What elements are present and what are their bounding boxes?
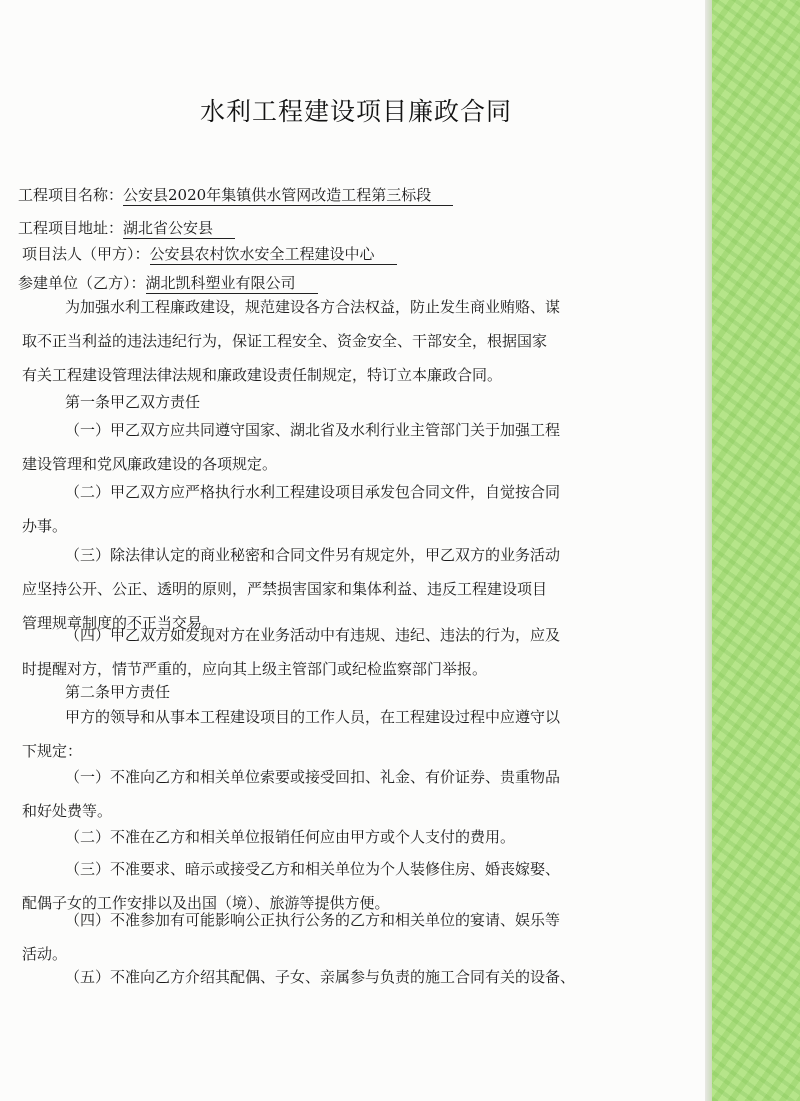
text-line: 时提醒对方，情节严重的，应向其上级主管部门或纪检监察部门举报。 — [22, 660, 488, 678]
article-2-intro — [22, 700, 592, 768]
text-line: （三）不准要求、暗示或接受乙方和相关单位为个人装修住房、婚丧嫁娶、 — [65, 860, 561, 878]
text-line: 第二条甲方责任 — [65, 683, 171, 701]
field-project-address — [18, 217, 235, 239]
field-party-a — [22, 243, 397, 265]
text-line: 办事。 — [22, 517, 68, 535]
text-line: （三）除法律认定的商业秘密和合同文件另有规定外，甲乙双方的业务活动 — [65, 546, 561, 564]
document-title: 水利工程建设项目廉政合同 — [199, 97, 512, 126]
text-line: （二）不准在乙方和相关单位报销任何应由甲方或个人支付的费用。 — [65, 828, 516, 846]
field-value: 公安县农村饮水安全工程建设中心 — [150, 243, 397, 265]
text-line: （一）不准向乙方和相关单位索要或接受回扣、礼金、有价证券、贵重物品 — [65, 768, 561, 786]
green-background-strip — [712, 0, 800, 1101]
article-1-clause-2 — [22, 475, 592, 543]
field-value: 公安县2020年集镇供水管网改造工程第三标段 — [123, 184, 453, 206]
article-2-clause-2 — [22, 820, 592, 854]
text-line: 下规定： — [22, 742, 83, 760]
field-label: 工程项目地址： — [18, 219, 124, 237]
text-line: 为加强水利工程廉政建设，规范建设各方合法权益，防止发生商业贿赂、谋 — [65, 298, 561, 316]
text-line: （二）甲乙双方应严格执行水利工程建设项目承发包合同文件，自觉按合同 — [65, 483, 561, 501]
text-line: 取不正当利益的违法违纪行为，保证工程安全、资金安全、干部安全，根据国家 — [22, 332, 548, 350]
text-line: 甲方的领导和从事本工程建设项目的工作人员，在工程建设过程中应遵守以 — [65, 708, 561, 726]
text-line: （四）不准参加有可能影响公正执行公务的乙方和相关单位的宴请、娱乐等 — [65, 911, 561, 929]
text-line: 应坚持公开、公正、透明的原则，严禁损害国家和集体利益、违反工程建设项目 — [22, 580, 548, 598]
text-line: 活动。 — [22, 945, 68, 963]
text-line: 管理规章制度的不正当交易。 — [22, 614, 218, 632]
text-line: 配偶子女的工作安排以及出国（境）、旅游等提供方便。 — [22, 894, 390, 912]
article-1-clause-1 — [22, 413, 592, 481]
text-line: 第一条甲乙双方责任 — [65, 393, 201, 411]
field-project-name — [18, 184, 453, 206]
field-value: 湖北凯科塑业有限公司 — [146, 272, 318, 294]
article-2-clause-5 — [22, 960, 592, 994]
text-line: （四）甲乙双方如发现对方在业务活动中有违规、违纪、违法的行为，应及 — [65, 626, 561, 644]
text-line: 有关工程建设管理法律法规和廉政建设责任制规定，特订立本廉政合同。 — [22, 366, 503, 384]
field-value: 湖北省公安县 — [123, 217, 235, 239]
intro-paragraph — [22, 290, 592, 392]
text-line: 和好处费等。 — [22, 802, 113, 820]
text-line: 建设管理和党风廉政建设的各项规定。 — [22, 455, 278, 473]
article-2-clause-1 — [22, 760, 592, 828]
field-label: 项目法人（甲方）： — [22, 245, 150, 263]
text-line: （五）不准向乙方介绍其配偶、子女、亲属参与负责的施工合同有关的设备、 — [65, 968, 576, 986]
text-line: （一）甲乙双方应共同遵守国家、湖北省及水利行业主管部门关于加强工程 — [65, 421, 561, 439]
field-label: 参建单位（乙方）： — [18, 274, 146, 292]
field-label: 工程项目名称： — [18, 186, 124, 204]
